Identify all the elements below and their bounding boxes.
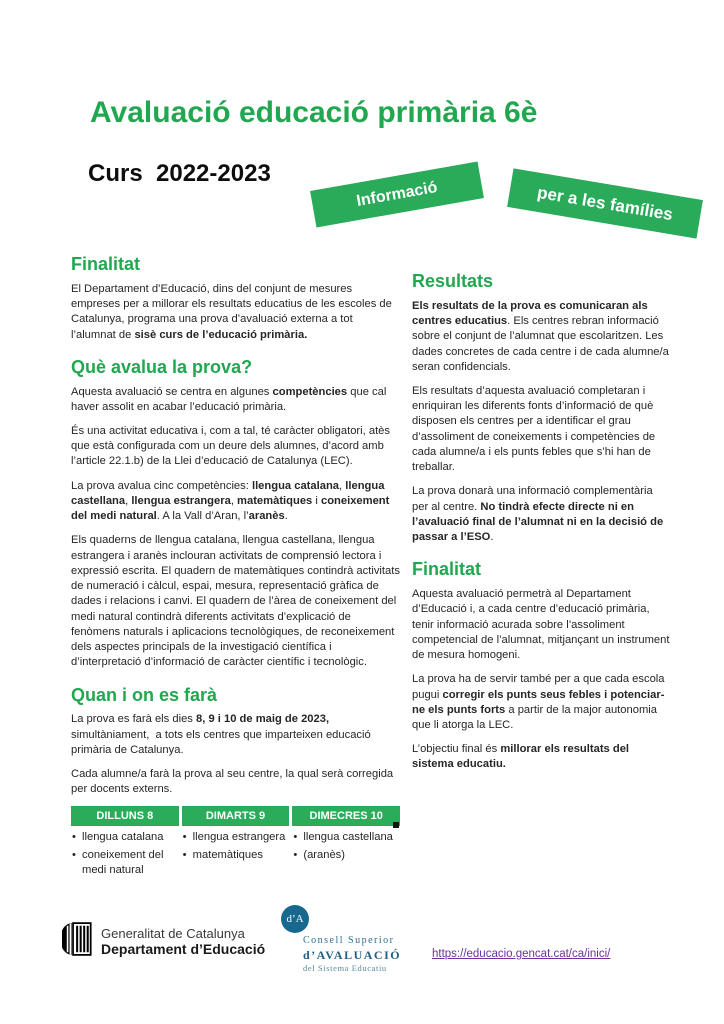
banner-informacio [310,162,484,228]
schedule-header-dimarts: DIMARTS 9 [182,806,290,826]
schedule-item: • (aranès) [292,848,398,863]
consell-line1: Consell Superior [303,935,395,946]
schedule-col-dilluns [71,826,179,880]
consell-avaluacio-logo-block [281,905,401,973]
schedule-col-dimecres [292,826,400,880]
paragraph: És una activitat educativa i, com a tal, té caràcter obligatori, atès que està configurada com un deure dels alumnes, d’acord amb l’article 22.1.b) de la Llei d’educació de Catalunya (LEC). [71,425,394,468]
schedule-item: • llengua castellana [292,830,398,845]
schedule-col-dimarts [182,826,290,880]
generalitat-logo-block [62,920,265,963]
paragraph: La prova es farà els dies 8, 9 i 10 de maig de 2023, simultàniament, a tots els centres que imparteixen educació primària de Catalunya. [71,713,374,756]
consell-line3: del Sistema Educatiu [303,962,387,973]
schedule-item: • llengua estrangera [182,830,288,845]
schedule-header-row [71,806,400,826]
page-title: Avaluació educació primària 6è [90,96,538,129]
schedule-header-dimecres: DIMECRES 10 [292,806,400,826]
section-heading-finalitat-2: Finalitat [412,559,482,580]
section-heading-que-avalua: Què avalua la prova? [71,356,253,377]
paragraph: La prova avalua cinc competències: llengua catalana, llengua castellana, llengua estrangera, matemàtiques i coneixement del medi natural. A la Vall d’Aran, l’aranès. [71,479,393,523]
schedule-item: • llengua catalana [71,830,177,845]
paragraph: Aquesta avaluació se centra en algunes competències que cal haver assolit en acabar l’educació primària. [71,385,390,413]
right-column [412,272,671,782]
section-heading-finalitat: Finalitat [71,254,141,274]
paragraph: La prova ha de servir també per a que cada escola pugui corregir els punts seus febles i potenciar-ne els punts forts a partir de la major autonomia que li atorga la LEC. [412,673,668,731]
paragraph: L’objectiu final és millorar els resultats del sistema educatiu. [412,743,633,771]
paragraph: La prova donarà una informació complementària per al centre. No tindrà efecte directe ni en l’avaluació final de l’alumnat ni en la decisió de passar a l’ESO. [412,485,667,544]
schedule-header-dilluns: DILLUNS 8 [71,806,179,826]
section-heading-quan-on: Quan i on es farà [71,684,218,705]
generalitat-senyera-icon [62,920,92,963]
course-year: Curs 2022-2023 [88,160,271,187]
schedule-body-row [71,826,400,880]
gencat-url-link[interactable]: https://educacio.gencat.cat/ca/inici/ [432,948,611,960]
section-heading-resultats: Resultats [412,271,494,291]
schedule-item: • matemàtiques [182,848,288,863]
consell-avaluacio-badge-icon: d’A [281,905,309,933]
paragraph: Els resultats d’aquesta avaluació completaran i enriquiran les diferents fonts d’informació de què disposen els centres per a identificar el grau d’assoliment de coneixements i competències de cada alumne/a i els punts febles que s’hi han de treballar. [412,384,659,474]
paragraph: El Departament d’Educació, dins del conjunt de mesures empreses per a millorar els resultats educatius de les escoles de Catalunya, programa una prova d’avaluació externa a tot l’alumnat de sisè curs de l’educació primària. [71,282,395,341]
paragraph: Els quaderns de llengua catalana, llengua castellana, llengua estrangera i aranès inclouran activitats de comprensió lectora i expressió escrita. El quadern de matemàtiques contindrà activitats de numeració i càlcul, espai, mesura, representació gràfica de dades i relacions i canvi. El quadern de l’àrea de coneixement del medi natural contindrà diferents activitats d’explicació de fenòmens naturals i aplicacions tecnològiques, de reconeixement dels aspectes principals de la investigació científica i d’interpretació d’informació de caràcter científic i tecnològic. [71,534,404,669]
paragraph: Cada alumne/a farà la prova al seu centre, la qual serà corregida per docents externs. [71,768,397,796]
schedule-item: • coneixement del medi natural [71,848,177,878]
left-column [71,254,404,880]
consell-avaluacio-text [303,935,401,973]
departament-name: Departament d’Educació [101,940,266,957]
consell-line2: d’AVALUACIÓ [303,947,402,962]
paragraph: Els resultats de la prova es comunicaran als centres educatius. Els centres rebran informació sobre el conjunt de l’alumnat que escolaritzen. Les dades concretes de cada centre i de cada alumne/a seran confidencials. [412,299,672,373]
banner-families-label: per a les famílies [535,182,675,224]
banner-informacio-label: Informació [355,178,439,210]
stray-bullet-dot [393,822,399,828]
paragraph: Aquesta avaluació permetrà al Departament d’Educació i, a cada centre d’educació primària, tenir informació acurada sobre l’assoliment competencial de l’alumnat, mitjançant un instrument de mesura homogeni. [412,588,673,662]
schedule-table [71,806,400,880]
generalitat-name: Generalitat de Catalunya [101,925,245,941]
banner-families [507,168,703,238]
